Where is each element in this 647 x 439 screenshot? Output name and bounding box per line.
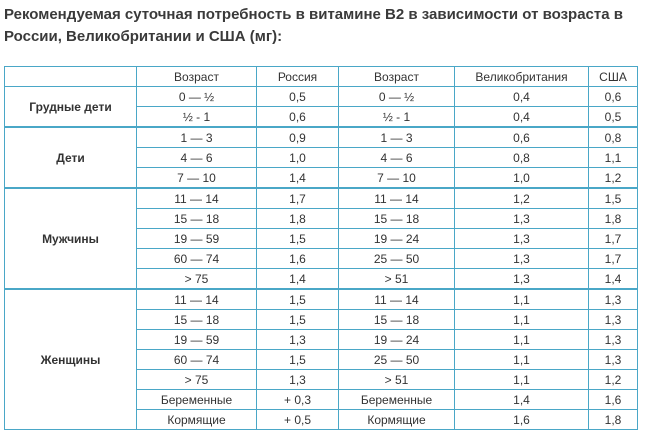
group-label-cell: Мужчины (5, 188, 137, 289)
age-uk-usa-cell: Кормящие (339, 410, 455, 430)
header-group (5, 67, 137, 87)
usa-value-cell: 1,3 (589, 289, 638, 310)
age-uk-usa-cell: 4 — 6 (339, 148, 455, 168)
uk-value-cell: 1,1 (455, 289, 589, 310)
age-uk-usa-cell: ½ - 1 (339, 107, 455, 128)
header-row (5, 67, 638, 87)
age-uk-usa-cell: 15 — 18 (339, 310, 455, 330)
uk-value-cell: 1,1 (455, 370, 589, 390)
uk-value-cell: 1,3 (455, 229, 589, 249)
age-russia-cell: 11 — 14 (137, 188, 257, 209)
russia-value-cell: 1,6 (257, 249, 339, 269)
russia-value-cell: + 0,3 (257, 390, 339, 410)
age-uk-usa-cell: 11 — 14 (339, 289, 455, 310)
age-uk-usa-cell: 11 — 14 (339, 188, 455, 209)
russia-value-cell: 0,5 (257, 87, 339, 107)
uk-value-cell: 1,3 (455, 249, 589, 269)
age-russia-cell: 7 — 10 (137, 168, 257, 189)
age-uk-usa-cell: 7 — 10 (339, 168, 455, 189)
age-russia-cell: 1 — 3 (137, 127, 257, 148)
table-body (5, 87, 638, 430)
usa-value-cell: 1,5 (589, 188, 638, 209)
russia-value-cell: 1,8 (257, 209, 339, 229)
uk-value-cell: 0,4 (455, 87, 589, 107)
russia-value-cell: 1,0 (257, 148, 339, 168)
usa-value-cell: 1,1 (589, 148, 638, 168)
usa-value-cell: 1,8 (589, 410, 638, 430)
group-label-cell: Женщины (5, 289, 137, 430)
age-russia-cell: 4 — 6 (137, 148, 257, 168)
age-uk-usa-cell: 0 — ½ (339, 87, 455, 107)
usa-value-cell: 1,2 (589, 168, 638, 189)
age-russia-cell: Беременные (137, 390, 257, 410)
header-uk: Великобритания (455, 67, 589, 87)
usa-value-cell: 1,7 (589, 229, 638, 249)
header-usa: США (589, 67, 638, 87)
uk-value-cell: 0,8 (455, 148, 589, 168)
usa-value-cell: 1,4 (589, 269, 638, 290)
usa-value-cell: 0,5 (589, 107, 638, 128)
header-age-russia: Возраст (137, 67, 257, 87)
age-russia-cell: 0 — ½ (137, 87, 257, 107)
russia-value-cell: 1,4 (257, 269, 339, 290)
age-russia-cell: 15 — 18 (137, 209, 257, 229)
russia-value-cell: 1,4 (257, 168, 339, 189)
uk-value-cell: 0,6 (455, 127, 589, 148)
russia-value-cell: 1,5 (257, 229, 339, 249)
russia-value-cell: 1,7 (257, 188, 339, 209)
russia-value-cell: 0,6 (257, 107, 339, 128)
uk-value-cell: 1,1 (455, 330, 589, 350)
usa-value-cell: 0,8 (589, 127, 638, 148)
usa-value-cell: 1,3 (589, 350, 638, 370)
age-russia-cell: 60 — 74 (137, 249, 257, 269)
age-uk-usa-cell: 1 — 3 (339, 127, 455, 148)
russia-value-cell: 1,3 (257, 370, 339, 390)
table-row (5, 127, 638, 148)
table-row (5, 289, 638, 310)
usa-value-cell: 1,3 (589, 330, 638, 350)
usa-value-cell: 1,8 (589, 209, 638, 229)
age-russia-cell: 11 — 14 (137, 289, 257, 310)
age-uk-usa-cell: 19 — 24 (339, 229, 455, 249)
group-label-cell: Дети (5, 127, 137, 188)
uk-value-cell: 1,3 (455, 269, 589, 290)
age-russia-cell: > 75 (137, 269, 257, 290)
usa-value-cell: 1,2 (589, 370, 638, 390)
age-russia-cell: > 75 (137, 370, 257, 390)
russia-value-cell: + 0,5 (257, 410, 339, 430)
uk-value-cell: 1,3 (455, 209, 589, 229)
age-russia-cell: ½ - 1 (137, 107, 257, 128)
russia-value-cell: 1,5 (257, 350, 339, 370)
uk-value-cell: 1,0 (455, 168, 589, 189)
uk-value-cell: 1,1 (455, 350, 589, 370)
russia-value-cell: 1,3 (257, 330, 339, 350)
usa-value-cell: 0,6 (589, 87, 638, 107)
group-label-cell: Грудные дети (5, 87, 137, 128)
usa-value-cell: 1,3 (589, 310, 638, 330)
russia-value-cell: 1,5 (257, 289, 339, 310)
age-uk-usa-cell: 15 — 18 (339, 209, 455, 229)
russia-value-cell: 0,9 (257, 127, 339, 148)
header-russia: Россия (257, 67, 339, 87)
age-uk-usa-cell: > 51 (339, 269, 455, 290)
age-russia-cell: 15 — 18 (137, 310, 257, 330)
age-russia-cell: 60 — 74 (137, 350, 257, 370)
age-uk-usa-cell: > 51 (339, 370, 455, 390)
age-uk-usa-cell: Беременные (339, 390, 455, 410)
usa-value-cell: 1,7 (589, 249, 638, 269)
russia-value-cell: 1,5 (257, 310, 339, 330)
vitamin-b2-table (4, 66, 638, 430)
page-title: Рекомендуемая суточная потребность в витамине В2 в зависимости от возраста в России, Великобритании и США (мг): (4, 6, 623, 45)
uk-value-cell: 0,4 (455, 107, 589, 128)
table-row (5, 188, 638, 209)
uk-value-cell: 1,1 (455, 310, 589, 330)
age-uk-usa-cell: 25 — 50 (339, 249, 455, 269)
uk-value-cell: 1,6 (455, 410, 589, 430)
header-age-uk-usa: Возраст (339, 67, 455, 87)
age-uk-usa-cell: 19 — 24 (339, 330, 455, 350)
uk-value-cell: 1,2 (455, 188, 589, 209)
age-russia-cell: Кормящие (137, 410, 257, 430)
uk-value-cell: 1,4 (455, 390, 589, 410)
age-uk-usa-cell: 25 — 50 (339, 350, 455, 370)
usa-value-cell: 1,6 (589, 390, 638, 410)
age-russia-cell: 19 — 59 (137, 229, 257, 249)
age-russia-cell: 19 — 59 (137, 330, 257, 350)
table-row (5, 87, 638, 107)
